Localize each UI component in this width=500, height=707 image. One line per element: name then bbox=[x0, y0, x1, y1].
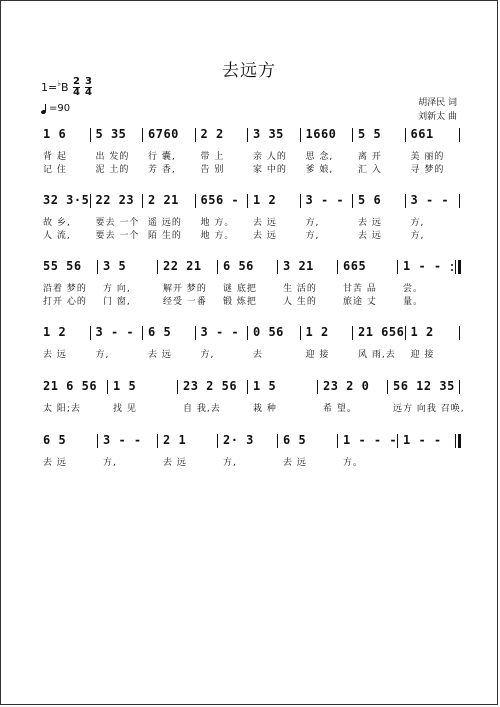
music-system bbox=[41, 433, 461, 468]
lyric-line bbox=[41, 347, 461, 360]
bar-line bbox=[90, 128, 91, 142]
bar-line bbox=[142, 128, 143, 142]
lyric-segment: 汇 入 bbox=[358, 165, 382, 175]
lyric-segment: 爹 娘, bbox=[305, 165, 334, 175]
lyric-segment: 带 上 bbox=[200, 152, 225, 162]
bar-line bbox=[217, 434, 218, 448]
time-signature-3-4 bbox=[85, 77, 92, 98]
key-signature bbox=[41, 81, 69, 94]
bar-line bbox=[217, 260, 218, 274]
lyric-segment: 风 雨,去 bbox=[358, 350, 396, 360]
lyric-segment: 遥 远的 bbox=[148, 218, 182, 228]
lyric-line bbox=[41, 162, 461, 175]
measure-notes: 2 2 bbox=[200, 127, 224, 141]
credits bbox=[418, 96, 457, 124]
bar-line bbox=[90, 326, 91, 340]
bar-line bbox=[397, 260, 398, 274]
measure-notes: 5 35 bbox=[95, 127, 127, 141]
lyric-segment: 方。 bbox=[343, 458, 364, 468]
measure-notes: 22 21 bbox=[163, 259, 202, 273]
measure-notes: 1 2 bbox=[305, 325, 329, 339]
measure-notes: 1660 bbox=[305, 127, 337, 141]
music-system bbox=[41, 193, 461, 241]
bar-line bbox=[300, 194, 301, 208]
measure-notes: 32 3·5 bbox=[43, 193, 90, 207]
notes-row bbox=[41, 193, 461, 209]
measure-notes: 1 5 bbox=[253, 379, 277, 393]
lyric-segment: 迎 接 bbox=[305, 350, 330, 360]
lyric-segment: 锻 炼把 bbox=[223, 297, 257, 307]
measure-notes: 6 5 bbox=[283, 433, 307, 447]
lyric-segment: 方, bbox=[305, 231, 320, 241]
quarter-note-icon bbox=[41, 104, 47, 114]
measure-notes: 2 1 bbox=[163, 433, 187, 447]
meter-denominator: 4 bbox=[73, 87, 80, 98]
bar-line bbox=[247, 326, 248, 340]
bar-line bbox=[157, 434, 158, 448]
lyric-segment: 地 方。 bbox=[200, 231, 235, 241]
bar-line bbox=[405, 128, 406, 142]
lyric-segment: 离 开 bbox=[358, 152, 382, 162]
bar-line bbox=[459, 380, 460, 394]
time-signature-2-4 bbox=[73, 77, 80, 98]
bar-line bbox=[247, 194, 248, 208]
bar-line bbox=[195, 128, 196, 142]
measure-notes: 2· 3 bbox=[223, 433, 254, 447]
lyric-segment: 要去 一个 bbox=[95, 218, 140, 228]
repeat-sign bbox=[455, 259, 463, 275]
measure-notes: 6 56 bbox=[223, 259, 254, 273]
measure-notes: 1 - - bbox=[403, 259, 442, 273]
bar-line bbox=[107, 380, 108, 394]
bar-line bbox=[247, 128, 248, 142]
lyric-segment: 人 生的 bbox=[283, 297, 317, 307]
notes-row bbox=[41, 379, 461, 395]
lyric-line bbox=[41, 294, 461, 307]
lyric-line bbox=[41, 149, 461, 162]
lyricist-credit: 胡泽民 词 bbox=[418, 98, 457, 108]
measure-notes: 3 - - bbox=[103, 433, 142, 447]
measure-notes: 55 56 bbox=[43, 259, 82, 273]
notes-row bbox=[41, 127, 461, 143]
lyric-segment: 告 别 bbox=[200, 165, 225, 175]
key-note: B bbox=[61, 81, 69, 94]
lyric-segment: 去 远 bbox=[253, 218, 277, 228]
bar-line bbox=[397, 434, 398, 448]
bar-line bbox=[352, 326, 353, 340]
music-system bbox=[41, 379, 465, 414]
lyric-segment: 陌 生的 bbox=[148, 231, 182, 241]
lyric-segment: 方, bbox=[410, 231, 425, 241]
lyric-segment: 去 远 bbox=[358, 231, 382, 241]
lyric-segment: 泥 土的 bbox=[95, 165, 130, 175]
flat-sign: ♭ bbox=[57, 79, 61, 88]
lyric-segment: 地 方。 bbox=[200, 218, 235, 228]
measure-notes: 3 - - bbox=[410, 193, 450, 207]
bar-line bbox=[247, 380, 248, 394]
measure-notes: 1 2 bbox=[410, 325, 434, 339]
lyric-segment: 栽 种 bbox=[253, 404, 277, 414]
measure-notes: 3 - - bbox=[95, 325, 135, 339]
measure-notes: 0 56 bbox=[253, 325, 284, 339]
bar-line bbox=[352, 128, 353, 142]
bar-line bbox=[387, 380, 388, 394]
lyric-segment: 要去 一个 bbox=[95, 231, 140, 241]
lyric-segment: 去 远 bbox=[43, 458, 67, 468]
lyric-segment: 甘苦 品 bbox=[343, 284, 377, 294]
bar-line bbox=[459, 128, 460, 142]
measure-notes: 5 6 bbox=[358, 193, 382, 207]
music-system bbox=[41, 127, 461, 175]
bar-line bbox=[177, 380, 178, 394]
composer-credit: 刘新太 曲 bbox=[418, 112, 457, 122]
lyric-segment: 去 远 bbox=[43, 350, 67, 360]
measure-notes: 6760 bbox=[148, 127, 179, 141]
lyric-segment: 去 远 bbox=[283, 458, 307, 468]
measure-notes: 6 5 bbox=[148, 325, 172, 339]
lyric-line bbox=[41, 281, 461, 294]
notes-row bbox=[41, 259, 461, 275]
tempo-marking bbox=[41, 103, 70, 114]
bar-line bbox=[142, 326, 143, 340]
measure-notes: 656 - bbox=[200, 193, 240, 207]
final-barline bbox=[455, 433, 463, 449]
bar-line bbox=[317, 380, 318, 394]
lyric-segment: 人 流, bbox=[43, 231, 71, 241]
lyric-segment: 迎 接 bbox=[410, 350, 435, 360]
key-prefix: 1= bbox=[41, 81, 58, 94]
measure-notes: 1 2 bbox=[253, 193, 277, 207]
notes-row bbox=[41, 433, 461, 449]
lyric-segment: 生 活的 bbox=[283, 284, 317, 294]
measure-notes: 3 - - bbox=[305, 193, 345, 207]
meter-denominator: 4 bbox=[85, 87, 92, 98]
lyric-segment: 打开 心的 bbox=[43, 297, 87, 307]
bar-line bbox=[142, 194, 143, 208]
bar-line bbox=[459, 194, 460, 208]
lyric-segment: 寻 梦的 bbox=[410, 165, 445, 175]
lyric-segment: 量。 bbox=[403, 297, 424, 307]
lyric-segment: 太 阳;去 bbox=[43, 404, 81, 414]
lyric-segment: 思 念, bbox=[305, 152, 334, 162]
lyric-line bbox=[41, 215, 461, 228]
lyric-segment: 找 见 bbox=[113, 404, 137, 414]
lyric-segment: 方, bbox=[223, 458, 237, 468]
lyric-segment: 方 向, bbox=[103, 284, 131, 294]
bar-line bbox=[277, 434, 278, 448]
bar-line bbox=[300, 326, 301, 340]
measure-notes: 6 5 bbox=[43, 433, 67, 447]
measure-notes: 1 - - bbox=[403, 433, 442, 447]
measure-notes: 661 bbox=[410, 127, 434, 141]
lyric-line bbox=[41, 455, 461, 468]
meter-numerator: 3 bbox=[85, 76, 92, 87]
lyric-segment: 门 窗, bbox=[103, 297, 131, 307]
bar-line bbox=[277, 260, 278, 274]
measure-notes: 3 - - bbox=[200, 325, 240, 339]
lyric-segment: 去 远 bbox=[163, 458, 187, 468]
lyric-segment: 去 远 bbox=[148, 350, 172, 360]
measure-notes: 21 6 56 bbox=[43, 379, 98, 393]
bar-line bbox=[97, 434, 98, 448]
lyric-segment: 远方 向我 召唤, bbox=[393, 404, 465, 414]
measure-notes: 2 21 bbox=[148, 193, 179, 207]
bar-line bbox=[337, 260, 338, 274]
measure-notes: 23 2 56 bbox=[183, 379, 238, 393]
bar-line bbox=[405, 326, 406, 340]
lyric-segment: 谜 底把 bbox=[223, 284, 257, 294]
lyric-segment: 解开 梦的 bbox=[163, 284, 207, 294]
lyric-segment: 经受 一番 bbox=[163, 297, 207, 307]
bar-line bbox=[90, 194, 91, 208]
lyric-segment: 家 中的 bbox=[253, 165, 287, 175]
meter-numerator: 2 bbox=[73, 76, 80, 87]
bar-line bbox=[195, 194, 196, 208]
measure-notes: 1 - - - bbox=[343, 433, 398, 447]
measure-notes: 22 23 bbox=[95, 193, 135, 207]
music-system bbox=[41, 259, 461, 307]
measure-notes: 5 5 bbox=[358, 127, 382, 141]
measure-notes: 665 bbox=[343, 259, 367, 273]
lyric-line bbox=[41, 401, 465, 414]
lyric-segment: 沿着 梦的 bbox=[43, 284, 87, 294]
bar-line bbox=[195, 326, 196, 340]
bar-line bbox=[157, 260, 158, 274]
lyric-segment: 出 发的 bbox=[95, 152, 130, 162]
measure-notes: 3 5 bbox=[103, 259, 127, 273]
lyric-segment: 记 住 bbox=[43, 165, 67, 175]
lyric-line bbox=[41, 228, 461, 241]
measure-notes: 3 35 bbox=[253, 127, 284, 141]
bar-line bbox=[97, 260, 98, 274]
lyric-segment: 旅途 丈 bbox=[343, 297, 377, 307]
lyric-segment: 自 我,去 bbox=[183, 404, 221, 414]
tempo-value: =90 bbox=[49, 103, 71, 114]
bar-line bbox=[405, 194, 406, 208]
measure-notes: 3 21 bbox=[283, 259, 314, 273]
measure-notes: 56 12 35 bbox=[393, 379, 455, 393]
music-system bbox=[41, 325, 461, 360]
lyric-segment: 故 乡, bbox=[43, 218, 71, 228]
lyric-segment: 方, bbox=[200, 350, 215, 360]
bar-line bbox=[300, 128, 301, 142]
lyric-segment: 去 bbox=[253, 350, 264, 360]
measure-notes: 23 2 0 bbox=[323, 379, 370, 393]
lyric-segment: 芳 香, bbox=[148, 165, 176, 175]
lyric-segment: 方, bbox=[410, 218, 425, 228]
bar-line bbox=[337, 434, 338, 448]
measure-notes: 1 6 bbox=[43, 127, 67, 141]
lyric-segment: 背 起 bbox=[43, 152, 67, 162]
lyric-segment: 希 望。 bbox=[323, 404, 357, 414]
song-title: 去远方 bbox=[222, 61, 276, 81]
bar-line bbox=[352, 194, 353, 208]
measure-notes: 21 656 bbox=[358, 325, 405, 339]
notes-row bbox=[41, 325, 461, 341]
measure-notes: 1 2 bbox=[43, 325, 67, 339]
lyric-segment: 方, bbox=[103, 458, 117, 468]
measure-notes: 1 5 bbox=[113, 379, 137, 393]
lyric-segment: 美 丽的 bbox=[410, 152, 445, 162]
lyric-segment: 尝。 bbox=[403, 284, 424, 294]
lyric-segment: 行 囊, bbox=[148, 152, 176, 162]
lyric-segment: 方, bbox=[95, 350, 110, 360]
lyric-segment: 去 远 bbox=[358, 218, 382, 228]
bar-line bbox=[459, 326, 460, 340]
lyric-segment: 方, bbox=[305, 218, 320, 228]
lyric-segment: 去 远 bbox=[253, 231, 277, 241]
lyric-segment: 亲 人的 bbox=[253, 152, 287, 162]
